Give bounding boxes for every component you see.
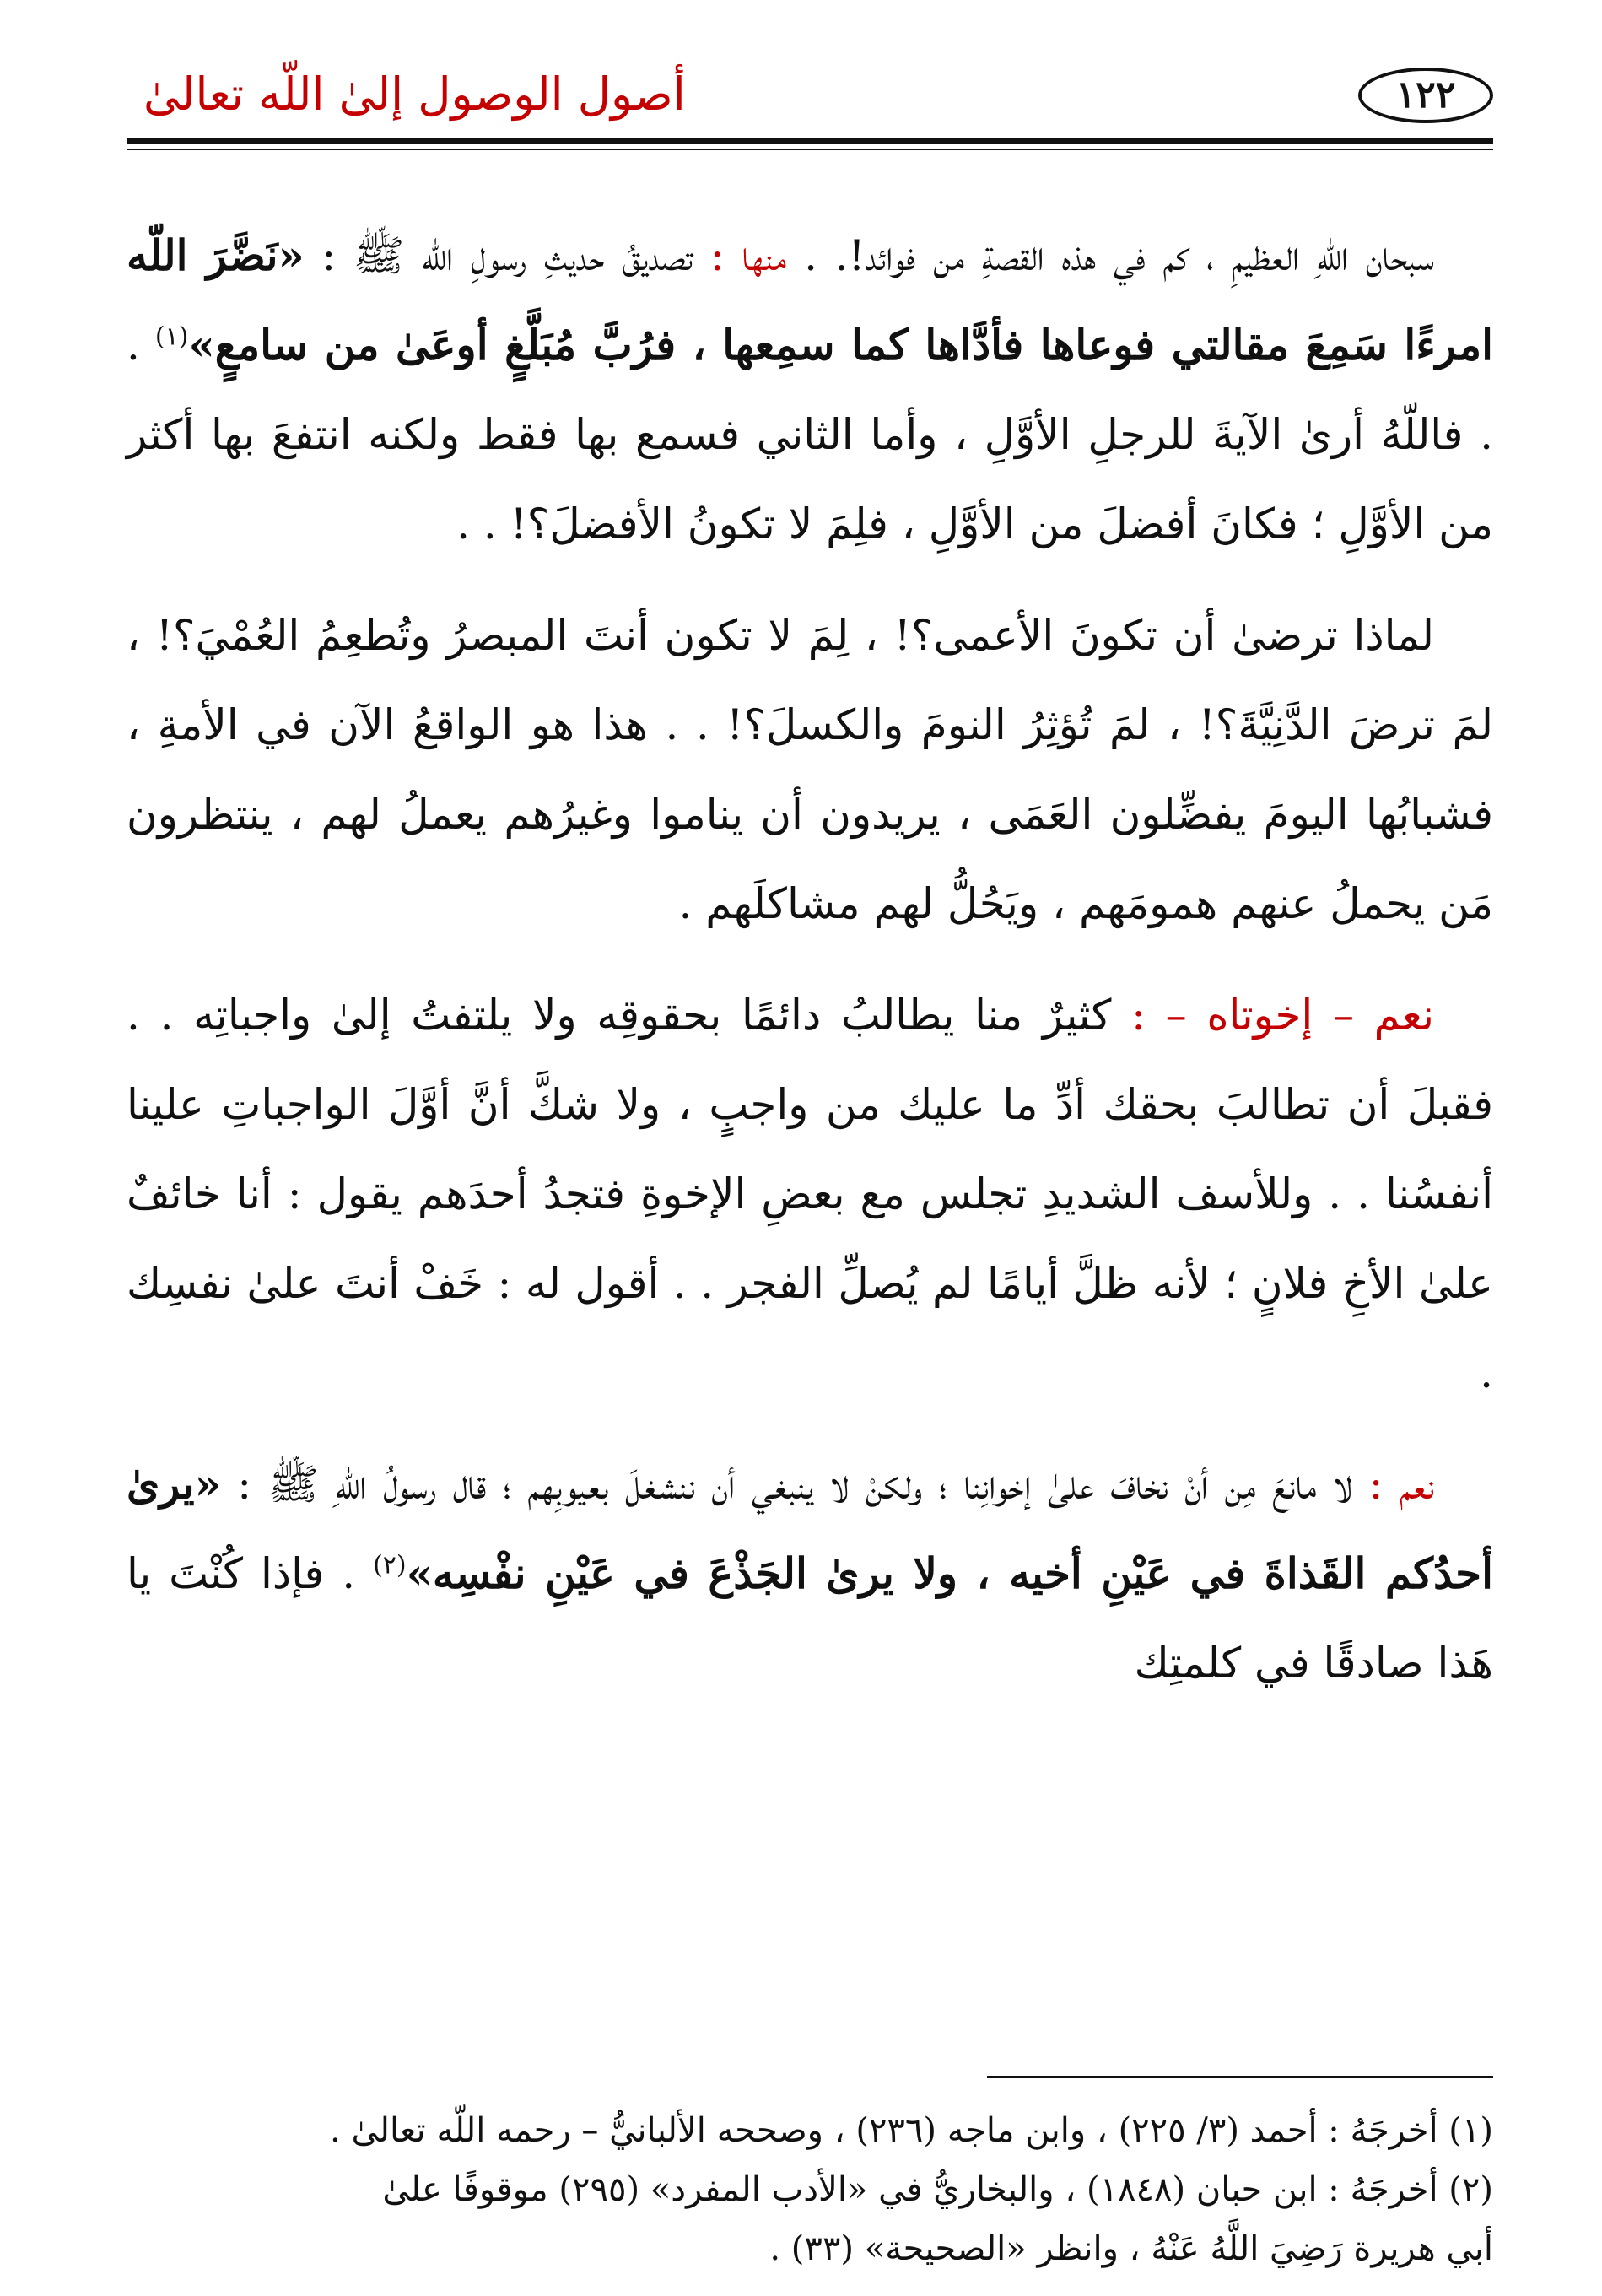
p3-red-label: نعم – إخوتاه – :	[1131, 991, 1434, 1040]
footnote-2: (٢) أخرجَهُ : ابن حبان (١٨٤٨) ، والبخاريُّ في «الأدب المفرد» (٢٩٥) موقوفًا علىٰ	[382, 2170, 1493, 2209]
p3-text: كثيرٌ منا يطالبُ دائمًا بحقوقِه ولا يلتفتُ إلىٰ واجباتِه . . فقبلَ أن تطالبَ بحقك أدِّ ما عليك من واجبٍ ، ولا شكَّ أنَّ أوَّلَ الواجباتِ علينا أنفسُنا . . وللأسف الشديدِ تجلس مع بعضِ الإخوةِ فتجدُ أحدَهم يقول : أنا خائفٌ علىٰ الأخِ فلانٍ ؛ لأنه ظلَّ أيامًا لم يُصلِّ الفجر . . أقول له : خَفْ أنتَ علىٰ نفسِك .	[127, 991, 1493, 1397]
paragraph-3	[127, 970, 1493, 1418]
header-rule-thick	[127, 138, 1493, 144]
footnotes	[127, 2101, 1493, 2278]
body-text	[127, 211, 1493, 1730]
running-title: أصول الوصول إلىٰ اللّه تعالىٰ	[143, 68, 686, 121]
footnote-separator	[987, 2076, 1493, 2078]
footnote-ref-1: (١)	[154, 321, 189, 352]
p4-red-label: نعم :	[1368, 1460, 1435, 1509]
p1-lead: تصديقُ حديثِ رسولِ اللّه ﷺ :	[321, 231, 693, 280]
page-number: ١٢٢	[1358, 68, 1493, 123]
header-rule-thin	[127, 149, 1493, 150]
paragraph-1	[127, 211, 1493, 569]
hadith-quote-1: «نَضَّرَ اللّه امرءًا سَمِعَ مقالتي فوعاها فأدَّاها كما سمِعها ، فرُبَّ مُبَلَّغٍ أوعَىٰ من سامعٍ»	[127, 230, 1493, 370]
footnote-ref-2: (٢)	[373, 1550, 407, 1580]
p4-rest: . فإذا كُنْتَ يا هَذا صادقًا في كلمتِك	[127, 1549, 1493, 1688]
paragraph-2: لماذا ترضىٰ أن تكونَ الأعمى؟! ، لِمَ لا تكون أنتَ المبصرُ وتُطعِمُ العُمْيَ؟! ، لمَ ترضَ الدَّنِيَّةَ؟! ، لمَ تُؤثِرُ النومَ والكسلَ؟! . . هذا هو الواقعُ الآن في الأمةِ ، فشبابُها اليومَ يفضِّلون العَمَى ، يريدون أن يناموا وغيرُهم يعملُ لهم ، ينتظرون مَن يحملُ عنهم همومَهم ، ويَحُلُّ لهم مشاكلَهم .	[127, 611, 1493, 928]
hadith-quote-2: «يرىٰ أحدُكم القَذاةَ في عَيْنِ أخيه ، ولا يرىٰ الجَذْعَ في عَيْنِ نفْسِه»	[127, 1459, 1493, 1598]
footnote-2-continued: أبي هريرة رَضِيَ اللَّهُ عَنْهُ ، وانظر «الصحيحة» (٣٣) .	[769, 2229, 1493, 2268]
footnote-1: (١) أخرجَهُ : أحمد (٣/ ٢٢٥) ، وابن ماجه (٢٣٦) ، وصححه الألبانيُّ – رحمه اللّه تعالىٰ .	[330, 2111, 1493, 2150]
p1-intro: سبحان اللّهِ العظيمِ ، كم في هذه القصةِ من فوائد!. .	[804, 231, 1435, 280]
page-header	[127, 51, 1493, 152]
p1-red-label: منها :	[709, 231, 787, 280]
p1-rest: . . فاللّهُ أرىٰ الآيةَ للرجلِ الأوَّلِ ، وأما الثاني فسمع بها فقط ولكنه انتفعَ بها أكثر من الأوَّلِ ؛ فكانَ أفضلَ من الأوَّلِ ، فلِمَ لا تكونُ الأفضلَ؟! . .	[127, 321, 1493, 548]
p4-lead: لا مانعَ مِن أنْ نخافَ علىٰ إخوانِنا ؛ ولكنْ لا ينبغي أن ننشغلَ بعيوبِهم ؛ قال رسولُ اللّهِ ﷺ :	[237, 1460, 1353, 1509]
book-page	[127, 51, 1493, 2268]
paragraph-4	[127, 1440, 1493, 1708]
